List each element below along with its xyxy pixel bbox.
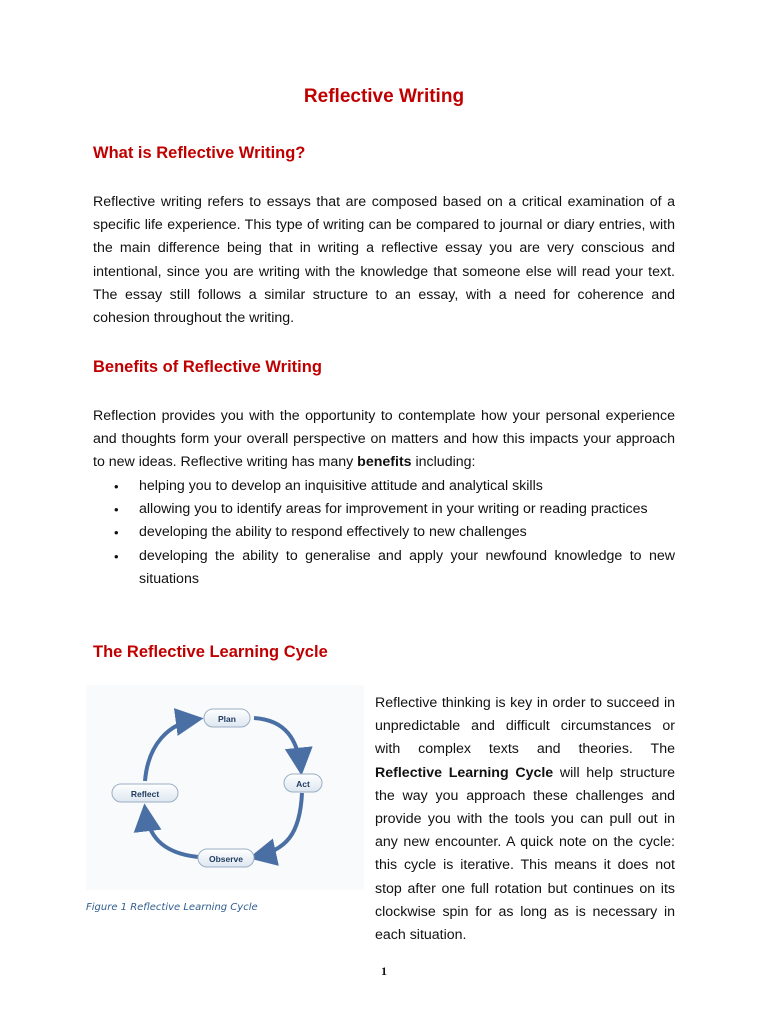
- document-title: Reflective Writing: [303, 86, 465, 107]
- reflective-cycle-figure: [86, 685, 364, 890]
- list-item: [93, 475, 675, 498]
- benefits-intro-text: Reflection provides you with the opportunity to contemplate how your personal experience and thoughts form your overall perspective on matters and how this impacts your approach to new ideas. Reflective writing has many: [93, 408, 675, 471]
- section-body-what-is: Reflective writing refers to essays that are composed based on a critical examination of a specific life experience. This type of writing can be compared to journal or diary entries, with the main difference being that in writing a reflective essay you are very conscious and intentional, since you are writing with the knowledge that someone else will read your text. The essay still follows a similar structure to an essay, with a need for coherence and cohesion throughout the writing.: [93, 194, 675, 327]
- benefits-intro-tail: including:: [411, 454, 476, 471]
- node-reflect: [112, 784, 178, 802]
- arrow-observe-to-reflect: [145, 809, 198, 857]
- figure-caption: Figure 1 Reflective Learning Cycle: [86, 902, 258, 913]
- node-plan: [204, 709, 250, 727]
- section-heading-cycle: The Reflective Learning Cycle: [93, 643, 328, 661]
- list-item: [93, 521, 675, 544]
- bullet-glyph: •: [114, 502, 119, 518]
- list-item-text: developing the ability to generalise and apply your newfound knowledge to new situations: [139, 547, 675, 587]
- node-observe: [198, 849, 254, 867]
- node-act: [284, 774, 322, 792]
- list-item-text: developing the ability to respond effectively to new challenges: [139, 524, 527, 541]
- benefits-list: [93, 475, 675, 591]
- arrow-act-to-observe: [254, 793, 302, 857]
- node-act-label: Act: [296, 779, 310, 789]
- list-item: [93, 498, 675, 521]
- cycle-description: [375, 692, 675, 947]
- cycle-description-text: Reflective thinking is key in order to succeed in unpredictable and difficult circumstances or with complex texts and theories. The: [375, 695, 675, 758]
- benefits-intro-bold: benefits: [357, 454, 412, 471]
- arrow-plan-to-act: [254, 718, 301, 770]
- list-item: [93, 545, 675, 591]
- node-reflect-label: Reflect: [130, 789, 160, 799]
- page-number: 1: [381, 964, 387, 978]
- cycle-description-tail: will help structure the way you approach these challenges and provide you with the tools you can pull out in any new encounter. A quick note on the cycle: this cycle is iterative. This means it does not stop after one full rotation but continues on its clockwise spin for as long as is necessary in each situation.: [375, 764, 676, 944]
- bullet-glyph: •: [114, 525, 119, 541]
- cycle-diagram: [86, 685, 364, 890]
- bullet-glyph: •: [114, 548, 119, 564]
- section-heading-benefits: Benefits of Reflective Writing: [93, 358, 322, 376]
- benefits-intro: [93, 405, 675, 475]
- arrow-reflect-to-plan: [145, 719, 198, 781]
- list-item-text: helping you to develop an inquisitive attitude and analytical skills: [139, 478, 543, 494]
- bullet-glyph: •: [114, 479, 119, 494]
- node-observe-label: Observe: [208, 854, 244, 864]
- list-item-text: allowing you to identify areas for improvement in your writing or reading practices: [139, 501, 648, 518]
- cycle-description-bold: Reflective Learning Cycle: [375, 764, 554, 781]
- section-heading-what-is: What is Reflective Writing?: [93, 144, 306, 162]
- node-plan-label: Plan: [218, 714, 236, 724]
